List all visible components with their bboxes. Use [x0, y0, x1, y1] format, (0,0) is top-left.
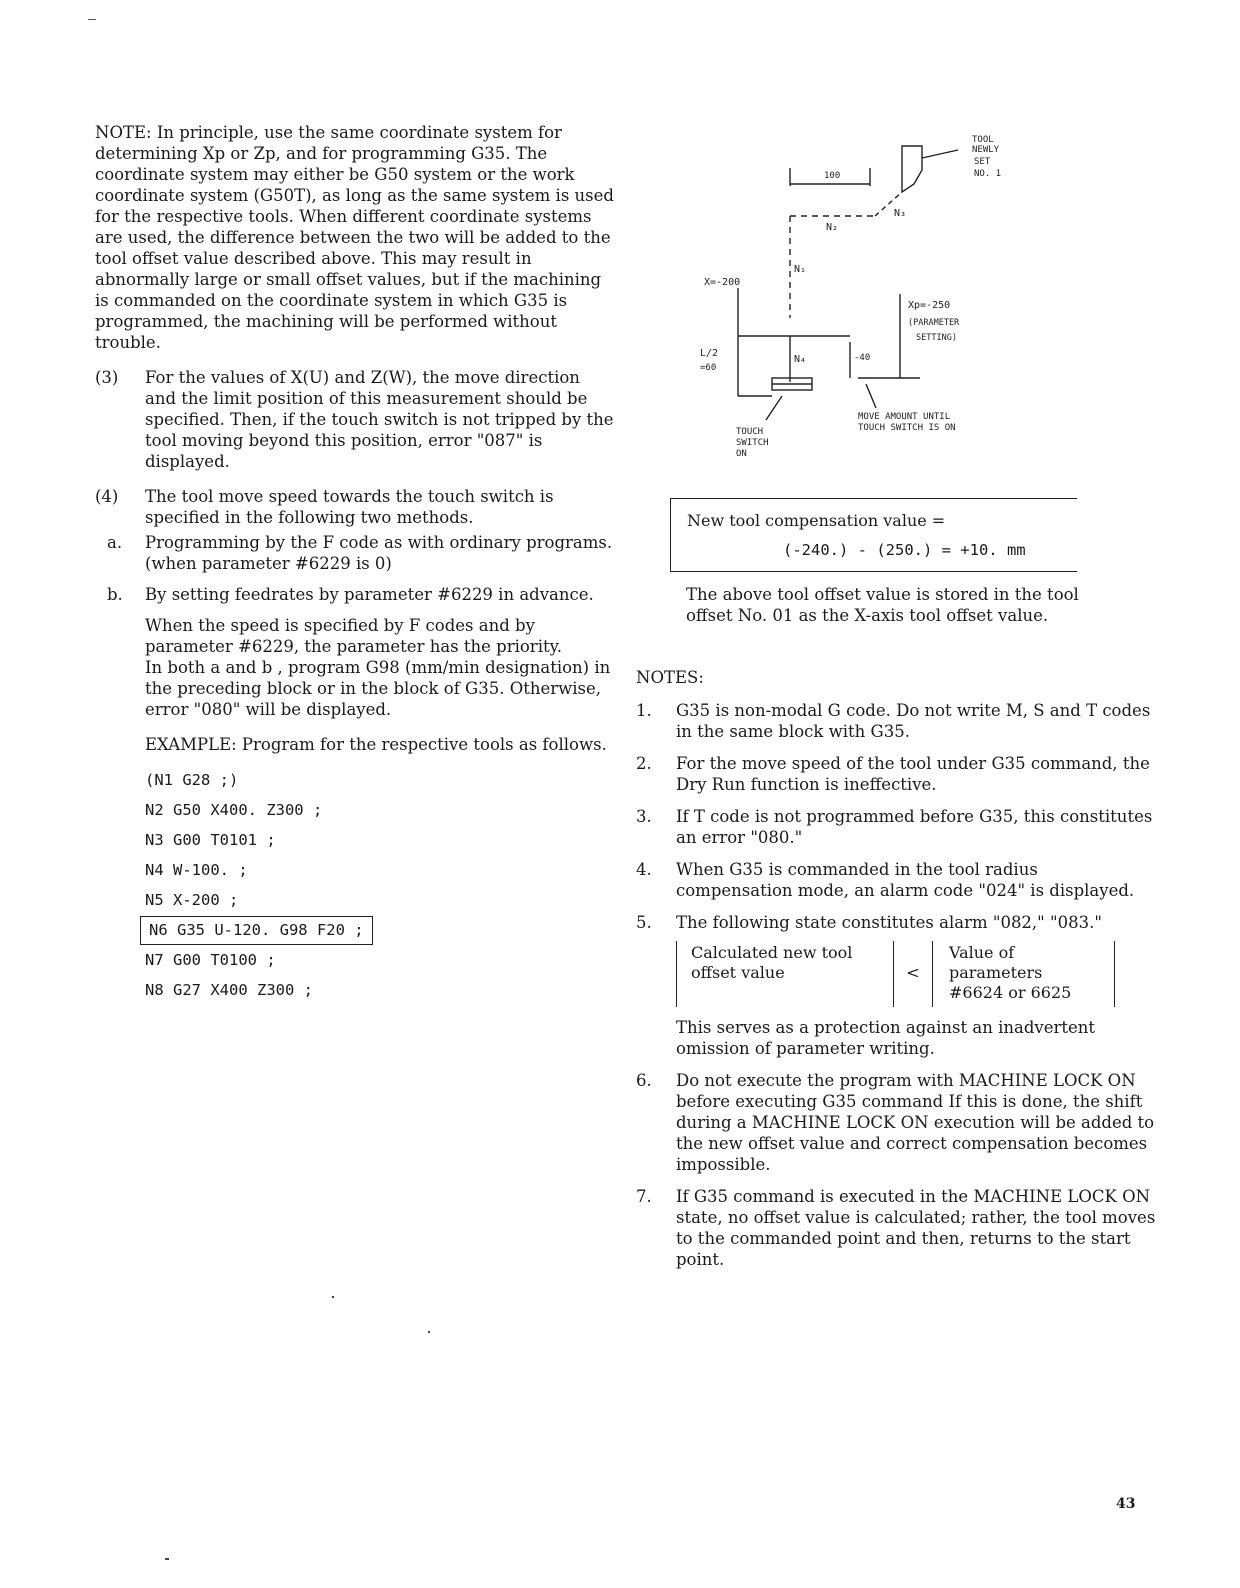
notes-list — [636, 700, 1156, 1281]
program-line: N2 G50 X400. Z300 ; — [145, 801, 323, 819]
note-number: 1. — [636, 701, 652, 720]
tool-label-1: TOOL — [972, 135, 994, 145]
x-200-label: X=-200 — [704, 277, 741, 288]
compensation-formula-box — [670, 498, 1077, 572]
sub-item-b-label: b. — [107, 585, 123, 604]
note-item-1 — [636, 700, 1156, 742]
touch-leader-line — [766, 396, 782, 420]
n3-label: N₃ — [894, 208, 907, 219]
note-paragraph: NOTE: In principle, use the same coordinate system for determining Xp or Zp, and for programming G35. The coordinate system may either be G50 system or the work coordinate system (G50T), as long as the same system is used for the respective tools. When different coordinate systems are used, the difference between the two will be added to the tool offset value described above. This may result in abnormally large or small offset values, but if the machining is commanded on the coordinate system in which G35 is programmed, the machining will be performed without trouble. — [95, 123, 614, 352]
program-listing — [95, 765, 615, 1005]
boxed-g35-block: N6 G35 U-120. G98 F20 ; — [140, 916, 373, 945]
program-line-highlighted — [145, 915, 615, 945]
scan-mark — [88, 19, 96, 20]
alarm-condition-table — [676, 941, 1156, 1007]
program-line: N3 G00 T0101 ; — [145, 831, 276, 849]
scan-speck — [332, 1296, 334, 1298]
sub-item-b-text: By setting feedrates by parameter #6229 in advance. — [145, 585, 594, 604]
sub-item-a — [95, 532, 615, 574]
move-amount-label-1: MOVE AMOUNT UNTIL — [858, 412, 951, 422]
minus-40-label: -40 — [854, 353, 871, 363]
scan-speck — [165, 1558, 169, 1560]
n1-label: N₁ — [794, 264, 807, 275]
both-text: In both a and b , program G98 (mm/min designation) in the preceding block or in the block of G35. Otherwise, error "080" will be displayed. — [145, 658, 611, 719]
note-number: 5. — [636, 913, 652, 932]
note-item-2 — [636, 753, 1156, 795]
note-text: If G35 command is executed in the MACHINE LOCK ON state, no offset value is calculated; rather, the tool moves to the commanded point and then, returns to the start point. — [676, 1187, 1156, 1269]
note-item-4 — [636, 859, 1156, 901]
example-text: EXAMPLE: Program for the respective tools as follows. — [145, 735, 607, 754]
parameter-value-cell — [932, 941, 1115, 1007]
item-4 — [95, 486, 615, 528]
item-4-number: (4) — [95, 487, 119, 506]
note-text: When G35 is commanded in the tool radius compensation mode, an alarm code "024" is displayed. — [676, 860, 1135, 900]
compensation-line-2: (-240.) - (250.) = +10. mm — [783, 541, 1026, 559]
note-item-5 — [636, 912, 1156, 1059]
parameter-label-1: (PARAMETER — [908, 318, 960, 328]
dim-100-label: 100 — [824, 171, 841, 181]
compensation-line-1: New tool compensation value = — [687, 511, 946, 530]
note-text: G35 is non-modal G code. Do not write M, S and T codes in the same block with G35. — [676, 701, 1151, 741]
note-item-6 — [636, 1070, 1156, 1175]
move-leader-line — [866, 384, 876, 408]
program-line: N4 W-100. ; — [145, 861, 248, 879]
note-item-3 — [636, 806, 1156, 848]
tool-label-2: NEWLY — [972, 145, 1000, 155]
note-number: 4. — [636, 860, 652, 879]
note-text: The following state constitutes alarm "082," "083." — [676, 913, 1102, 932]
note-number: 3. — [636, 807, 652, 826]
sub-item-a-note: (when parameter #6229 is 0) — [145, 554, 392, 573]
program-line: N5 X-200 ; — [145, 891, 239, 909]
move-amount-label-2: TOUCH SWITCH IS ON — [858, 423, 956, 433]
stored-offset-text: The above tool offset value is stored in the tool offset No. 01 as the X-axis tool offset value. — [686, 585, 1079, 625]
note-number: 7. — [636, 1187, 652, 1206]
touch-switch-label-3: ON — [736, 449, 747, 459]
note-text: Do not execute the program with MACHINE LOCK ON before executing G35 command If this is done, the shift during a MACHINE LOCK ON execution will be added to the new offset value and correct compensation becomes impossible. — [676, 1071, 1155, 1174]
xp-250-label: Xp=-250 — [908, 300, 951, 311]
item-4-text: The tool move speed towards the touch switch is specified in the following two methods. — [145, 487, 554, 527]
calculated-offset-cell: Calculated new tool offset value — [676, 941, 894, 1007]
tool-leader-line — [922, 150, 958, 158]
parameter-label-2: SETTING) — [916, 333, 957, 343]
sub-item-a-label: a. — [107, 533, 123, 552]
priority-text: When the speed is specified by F codes and by parameter #6229, the parameter has the priority. — [145, 616, 562, 656]
tool-label-4: NO. 1 — [974, 169, 1002, 179]
note-text: For the move speed of the tool under G35 command, the Dry Run function is ineffective. — [676, 754, 1150, 794]
parameter-numbers: #6624 or 6625 — [949, 983, 1072, 1002]
tool-shape — [902, 146, 922, 192]
program-line: N7 G00 T0100 ; — [145, 951, 276, 969]
item-3-number: (3) — [95, 368, 119, 387]
touch-switch-label-1: TOUCH — [736, 427, 764, 437]
page-number: 43 — [1116, 1496, 1136, 1512]
left-column — [95, 122, 615, 1005]
program-line: (N1 G28 ;) — [145, 771, 239, 789]
tool-setting-diagram — [690, 128, 1090, 468]
n2-label: N₂ — [826, 222, 839, 233]
sub-item-b — [95, 584, 615, 605]
note-number: 6. — [636, 1071, 652, 1090]
n4-label: N₄ — [794, 354, 807, 365]
protection-text: This serves as a protection against an inadvertent omission of parameter writing. — [676, 1018, 1096, 1058]
l2-label-2: =60 — [700, 363, 717, 373]
scan-speck — [428, 1331, 430, 1333]
parameter-value-label: Value of parameters — [949, 943, 1043, 982]
less-than-symbol: < — [906, 963, 920, 982]
l2-label-1: L/2 — [700, 348, 719, 359]
note-text: If T code is not programmed before G35, this constitutes an error "080." — [676, 807, 1153, 847]
item-3-text: For the values of X(U) and Z(W), the move direction and the limit position of this measurement should be specified. Then, if the touch switch is not tripped by the tool moving beyond this position, error "087" is displayed. — [145, 368, 614, 471]
note-item-7 — [636, 1186, 1156, 1270]
sub-item-a-text: Programming by the F code as with ordinary programs. — [145, 533, 613, 552]
item-3 — [95, 367, 615, 472]
touch-switch-label-2: SWITCH — [736, 438, 769, 448]
note-number: 2. — [636, 754, 652, 773]
notes-heading: NOTES: — [636, 668, 704, 687]
program-line: N8 G27 X400 Z300 ; — [145, 981, 313, 999]
tool-label-3: SET — [974, 157, 991, 167]
